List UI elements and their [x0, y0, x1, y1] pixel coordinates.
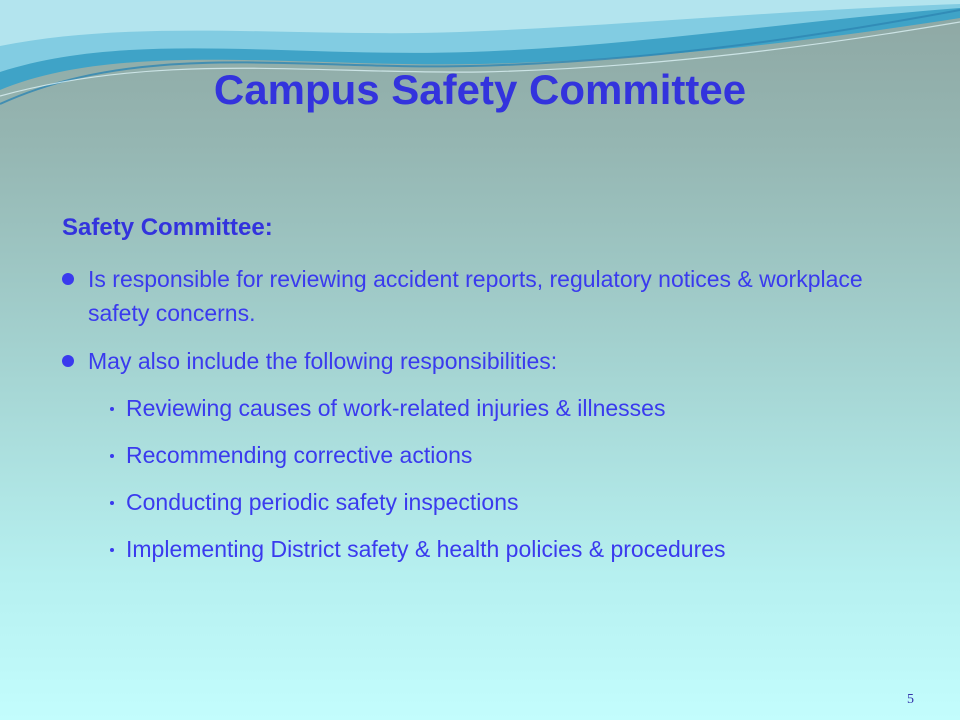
bullet-text: May also include the following responsibilities: [88, 348, 558, 374]
sub-bullet-text: Conducting periodic safety inspections [126, 489, 519, 515]
bullet-item [60, 344, 890, 378]
sub-bullet-list [60, 392, 890, 566]
slide-title: Campus Safety Committee [213, 66, 747, 113]
bullet-item [60, 262, 890, 330]
bullet-dot-icon [62, 355, 74, 367]
sub-bullet-item [108, 392, 890, 425]
sub-bullet-text: Implementing District safety & health policies & procedures [126, 536, 726, 562]
sub-bullet-dot-icon [110, 501, 114, 505]
sub-bullet-dot-icon [110, 454, 114, 458]
page-number: 5 [907, 692, 914, 707]
bullet-text: Is responsible for reviewing accident reports, regulatory notices & workplace safety concerns. [88, 266, 863, 326]
sub-bullet-item [108, 533, 890, 566]
sub-bullet-item [108, 486, 890, 519]
sub-bullet-container [60, 392, 890, 566]
sub-bullet-dot-icon [110, 407, 114, 411]
sub-bullet-text: Reviewing causes of work-related injuries & illnesses [126, 395, 666, 421]
bullet-list [60, 262, 890, 580]
sub-bullet-text: Recommending corrective actions [126, 442, 473, 468]
sub-bullet-dot-icon [110, 548, 114, 552]
sub-bullet-item [108, 439, 890, 472]
section-heading: Safety Committee: [62, 214, 273, 241]
bullet-dot-icon [62, 273, 74, 285]
